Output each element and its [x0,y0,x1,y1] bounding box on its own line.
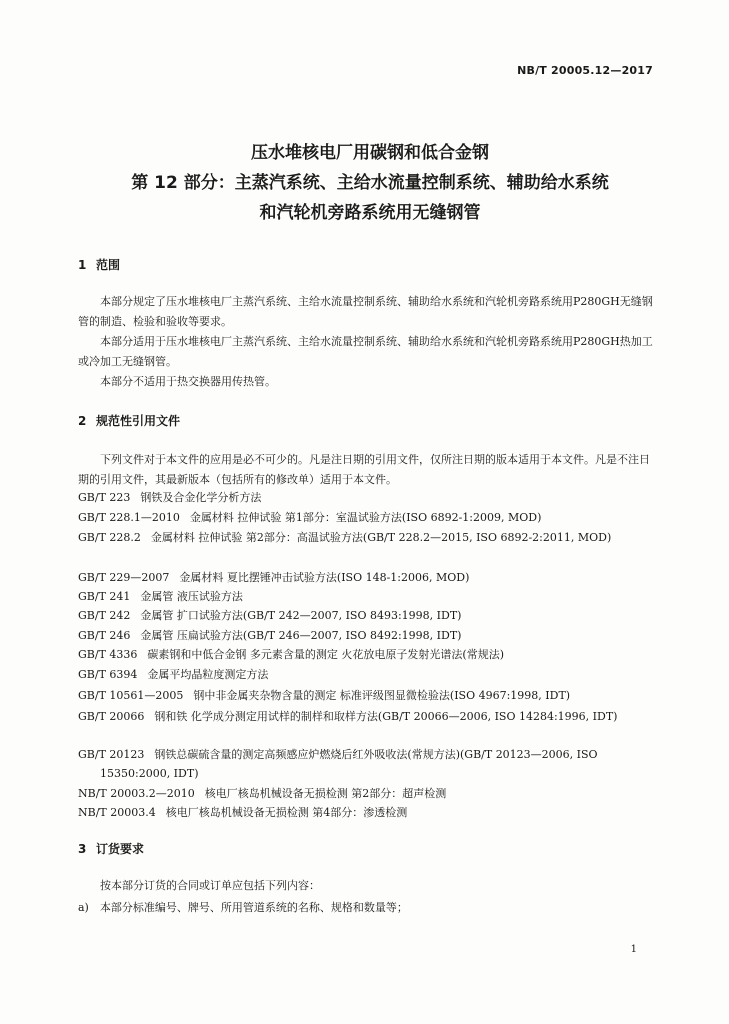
section-number: 1 [78,258,87,272]
reference-item [78,803,656,822]
reference-title: 碳素钢和中低合金钢 多元素含量的测定 火花放电原子发射光谱法(常规法) [147,648,504,661]
reference-title: 钢和铁 化学成分测定用试样的制样和取样方法(GB/T 20066—2006, ISO 14284:1996, IDT) [154,710,618,723]
section-3-heading [78,840,144,857]
reference-title: 金属材料 拉伸试验 第2部分：高温试验方法(GB/T 228.2—2015, ISO 6892-2:2011, MOD) [150,531,612,544]
reference-code: GB/T 223 [78,491,131,504]
reference-title: 核电厂核岛机械设备无损检测 第2部分：超声检测 [204,787,447,800]
paragraph: 本部分规定了压水堆核电厂主蒸汽系统、主给水流量控制系统、辅助给水系统和汽轮机旁路系统用P280GH无缝钢管的制造、检验和验收等要求。 [78,295,653,328]
paragraph: 本部分不适用于热交换器用传热管。 [100,375,276,388]
list-item: a) 本部分标准编号、牌号、所用管道系统的名称、规格和数量等； [78,901,408,914]
paragraph: 本部分适用于压水堆核电厂主蒸汽系统、主给水流量控制系统、辅助给水系统和汽轮机旁路系统用P280GH热加工或冷加工无缝钢管。 [78,335,653,368]
reference-item [78,606,656,625]
reference-title: 金属管 扩口试验方法(GB/T 242—2007, ISO 8493:1998, IDT) [140,609,462,622]
title-line-1: 压水堆核电厂用碳钢和低合金钢 [251,143,489,163]
reference-title: 金属材料 夏比摆锤冲击试验方法(ISO 148-1:2006, MOD) [179,571,470,584]
reference-title: 钢中非金属夹杂物含量的测定 标准评级图显微检验法(ISO 4967:1998, IDT) [193,689,571,702]
reference-item [78,686,656,705]
reference-item [78,745,656,783]
section-title: 范围 [96,258,121,272]
reference-code: GB/T 6394 [78,668,138,681]
reference-item [78,665,656,684]
reference-item [78,488,656,507]
section-2-heading [78,412,180,429]
reference-code: GB/T 20066 [78,710,145,723]
reference-title: 钢铁及合金化学分析方法 [140,491,262,504]
reference-code: NB/T 20003.2—2010 [78,787,195,800]
reference-code: GB/T 228.2 [78,531,141,544]
title-line-3: 和汽轮机旁路系统用无缝钢管 [259,203,481,223]
reference-code: GB/T 228.1—2010 [78,511,180,524]
reference-item [78,707,656,726]
reference-title: 金属管 液压试验方法 [140,590,243,603]
reference-code: GB/T 20123 [78,748,145,761]
title-line-2: 第 12 部分：主蒸汽系统、主给水流量控制系统、辅助给水系统 [131,173,609,193]
reference-title: 钢铁总碳硫含量的测定高频感应炉燃烧后红外吸收法(常规方法)(GB/T 20123—2006, ISO 15350:2000, IDT) [100,748,598,780]
section-number: 3 [78,842,87,856]
section-title: 订货要求 [96,842,145,856]
reference-code: GB/T 4336 [78,648,138,661]
reference-item [78,568,656,587]
reference-item [78,528,656,547]
page-number: 1 [630,944,637,955]
reference-item [78,645,656,664]
reference-code: GB/T 242 [78,609,131,622]
reference-code: GB/T 241 [78,590,131,603]
reference-title: 金属平均晶粒度测定方法 [147,668,269,681]
reference-code: GB/T 246 [78,629,131,642]
reference-title: 金属管 压扁试验方法(GB/T 246—2007, ISO 8492:1998, IDT) [140,629,462,642]
section-number: 2 [78,414,87,428]
reference-item [78,508,656,527]
reference-code: NB/T 20003.4 [78,806,156,819]
section-1-heading [78,256,120,273]
reference-title: 金属材料 拉伸试验 第1部分：室温试验方法(ISO 6892-1:2009, MOD) [189,511,542,524]
reference-item [78,784,656,803]
reference-title: 核电厂核岛机械设备无损检测 第4部分：渗透检测 [165,806,408,819]
section-title: 规范性引用文件 [96,414,181,428]
paragraph: 按本部分订货的合同或订单应包括下列内容： [100,879,320,892]
paragraph: 下列文件对于本文件的应用是必不可少的。凡是注日期的引用文件，仅所注日期的版本适用于本文件。凡是不注日期的引用文件，其最新版本（包括所有的修改单）适用于本文件。 [78,453,650,486]
document-title [60,138,680,228]
reference-code: GB/T 229—2007 [78,571,170,584]
reference-code: GB/T 10561—2005 [78,689,184,702]
reference-item [78,587,656,606]
standard-number: NB/T 20005.12—2017 [517,64,653,77]
reference-item [78,626,656,645]
